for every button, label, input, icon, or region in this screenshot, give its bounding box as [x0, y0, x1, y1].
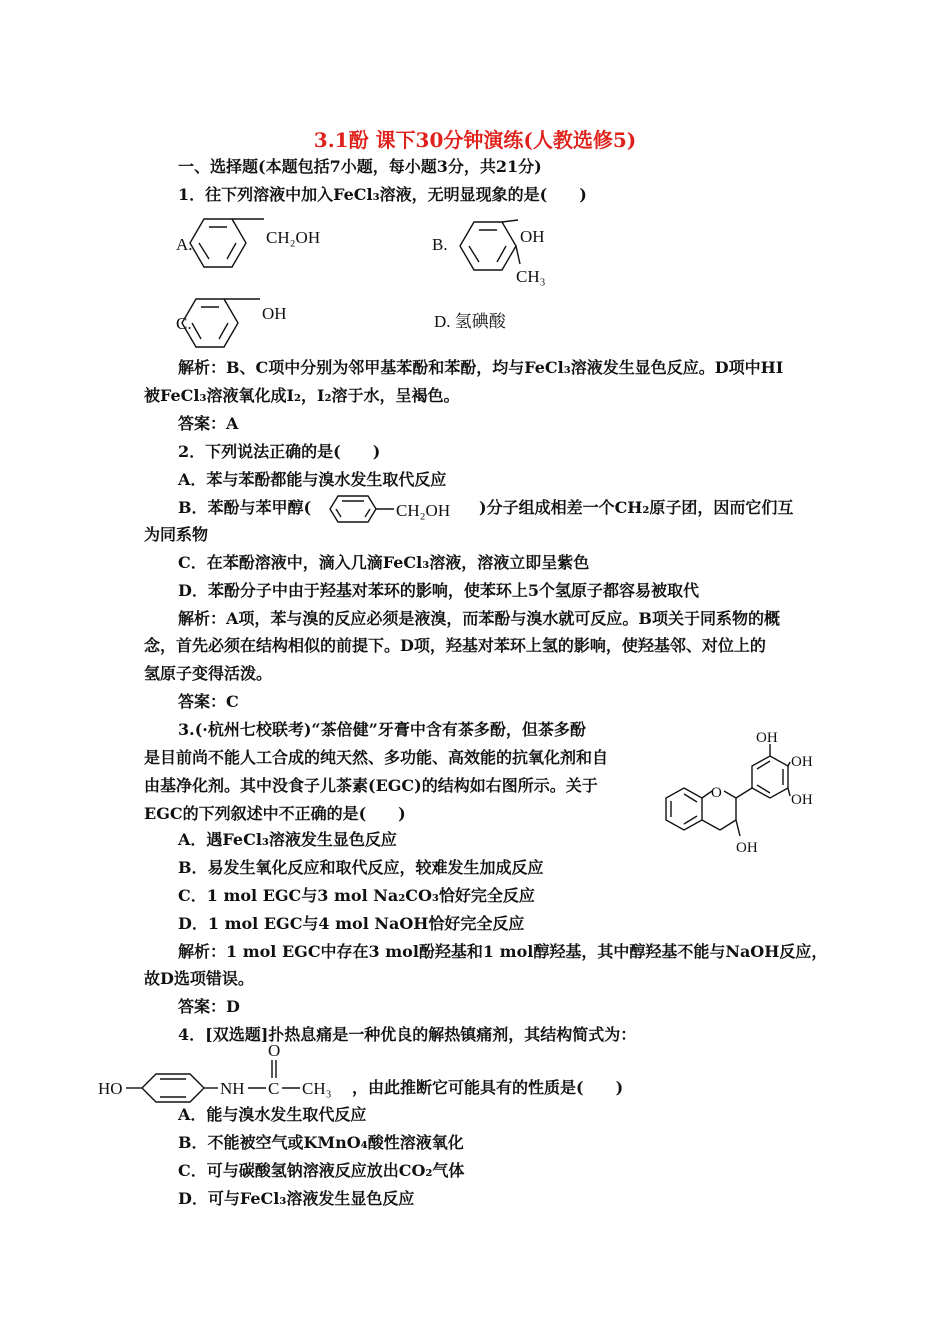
q3-option-a: A．遇FeCl₃溶液发生显色反应	[178, 830, 397, 849]
q2-analysis-1: 解析：A项，苯与溴的反应必须是液溴，而苯酚与溴水就可反应。B项关于同系物的概	[178, 609, 780, 628]
q1-option-c-structure	[176, 298, 336, 358]
bond-line	[788, 762, 790, 766]
q2-option-b-cont: 为同系物	[144, 525, 209, 544]
q3-line-3: 由基净化剂。其中没食子儿茶素(EGC)的结构如右图所示。关于	[144, 776, 598, 795]
benzene-ring	[330, 496, 376, 522]
q2-option-b-post: )分子组成相差一个CH₂原子团，因而它们互	[479, 498, 794, 517]
para-c: C	[268, 1079, 280, 1098]
q1-option-d: D. 氢碘酸	[434, 312, 506, 331]
q4-option-b: B．不能被空气或KMnO₄酸性溶液氧化	[178, 1133, 464, 1152]
q1-b-label: B.	[432, 235, 448, 254]
q3-option-b: B．易发生氧化反应和取代反应，较难发生加成反应	[178, 858, 544, 877]
bond-line	[502, 220, 518, 222]
benzene-inner-bond	[199, 243, 209, 259]
paracetamol-structure	[98, 1040, 358, 1106]
bond-line	[720, 820, 736, 830]
q3-option-d: D．1 mol EGC与4 mol NaOH恰好完全反应	[178, 914, 525, 933]
q2-option-c: C．在苯酚溶液中，滴入几滴FeCl₃溶液，溶液立即呈紫色	[178, 553, 590, 572]
q2-option-b-pre: B．苯酚与苯甲醇(	[178, 498, 312, 517]
benzene-inner-bond	[497, 246, 506, 262]
q1-option-b-structure	[432, 222, 592, 292]
q3-analysis-1: 解析：1 mol EGC中存在3 mol酚羟基和1 mol醇羟基，其中醇羟基不能与NaOH反应，	[178, 942, 828, 961]
egc-structure	[648, 728, 828, 858]
benzene-inner-bond	[469, 246, 479, 262]
benzene-inner-bond	[219, 323, 228, 339]
q2-answer: 答案：C	[178, 692, 239, 711]
q4-after: ，由此推断它可能具有的性质是( )	[352, 1078, 624, 1097]
q3-analysis-2: 故D选项错误。	[144, 969, 254, 988]
q2-analysis-3: 氢原子变得活泼。	[144, 664, 273, 683]
q3-line-1: 3.(·杭州七校联考)“茶倍健”牙膏中含有茶多酚，但茶多酚	[178, 720, 586, 739]
q4-stem: 4．[双选题]扑热息痛是一种优良的解热镇痛剂，其结构简式为：	[178, 1025, 637, 1044]
q2-benzyl-alcohol-structure	[322, 496, 482, 526]
q1-c-oh: OH	[262, 304, 287, 323]
para-ho: HO	[98, 1079, 123, 1098]
bond-line	[724, 791, 736, 798]
q1-option-a-structure	[176, 212, 366, 282]
bond-line	[736, 788, 752, 798]
benzene-ring	[142, 1074, 204, 1102]
q3-option-c: C．1 mol EGC与3 mol Na₂CO₃恰好完全反应	[178, 886, 535, 905]
egc-oh-2: OH	[791, 754, 813, 770]
q1-c-label: C.	[176, 314, 192, 333]
q4-option-c: C．可与碳酸氢钠溶液反应放出CO₂气体	[178, 1161, 465, 1180]
benzene-inner-bond	[684, 794, 697, 802]
para-o: O	[268, 1041, 281, 1060]
q1-b-ch3: CH₃	[516, 267, 546, 286]
bond-line	[702, 820, 720, 830]
benzene-inner-bond	[227, 243, 236, 259]
q3-line-2: 是目前尚不能人工合成的纯天然、多功能、高效能的抗氧化剂和自	[144, 748, 609, 767]
q1-analysis-1: 解析：B、C项中分别为邻甲基苯酚和苯酚，均与FeCl₃溶液发生显色反应。D项中HI	[178, 358, 784, 377]
egc-oh-3: OH	[791, 792, 813, 808]
benzene-inner-bond	[192, 323, 201, 339]
q1-b-oh: OH	[520, 227, 545, 246]
q3-line-4: EGC的下列叙述中不正确的是( )	[144, 804, 406, 823]
q1-answer: 答案：A	[178, 414, 239, 433]
bond-line	[516, 246, 520, 264]
para-ch3: CH₃	[302, 1079, 332, 1098]
q2-b-group: CH₂OH	[396, 501, 451, 520]
benzene-ring	[190, 219, 246, 267]
q2-option-d: D．苯酚分子中由于羟基对苯环的影响，使苯环上5个氢原子都容易被取代	[178, 581, 700, 600]
q4-option-a: A．能与溴水发生取代反应	[178, 1105, 367, 1124]
egc-o: O	[711, 785, 722, 801]
egc-oh-1: OH	[756, 730, 778, 746]
para-nh: NH	[220, 1079, 245, 1098]
egc-oh-4: OH	[736, 840, 758, 856]
benzene-inner-bond	[336, 509, 341, 517]
q2-analysis-2: 念，首先必须在结构相似的前提下。D项，羟基对苯环上氢的影响，使羟基邻、对位上的	[144, 636, 766, 655]
q1-a-group: CH₂OH	[266, 228, 321, 247]
q3-answer: 答案：D	[178, 997, 240, 1016]
q4-option-d: D．可与FeCl₃溶液发生显色反应	[178, 1189, 415, 1208]
benzene-ring	[460, 222, 516, 270]
benzene-inner-bond	[684, 816, 697, 824]
section-heading: 一、选择题(本题包括7小题，每小题3分，共21分)	[178, 157, 542, 176]
bond-line	[736, 820, 740, 836]
q1-a-label: A.	[176, 235, 193, 254]
q1-analysis-2: 被FeCl₃溶液氧化成I₂，I₂溶于水，呈褐色。	[144, 386, 460, 405]
q2-option-a: A．苯与苯酚都能与溴水发生取代反应	[178, 470, 447, 489]
benzene-inner-bond	[365, 509, 370, 517]
q2-stem: 2．下列说法正确的是( )	[178, 442, 381, 461]
page-title: 3.1酚 课下30分钟演练(人教选修5)	[313, 128, 637, 152]
q1-stem: 1．往下列溶液中加入FeCl₃溶液，无明显现象的是( )	[178, 185, 587, 204]
bond-line	[788, 788, 790, 796]
